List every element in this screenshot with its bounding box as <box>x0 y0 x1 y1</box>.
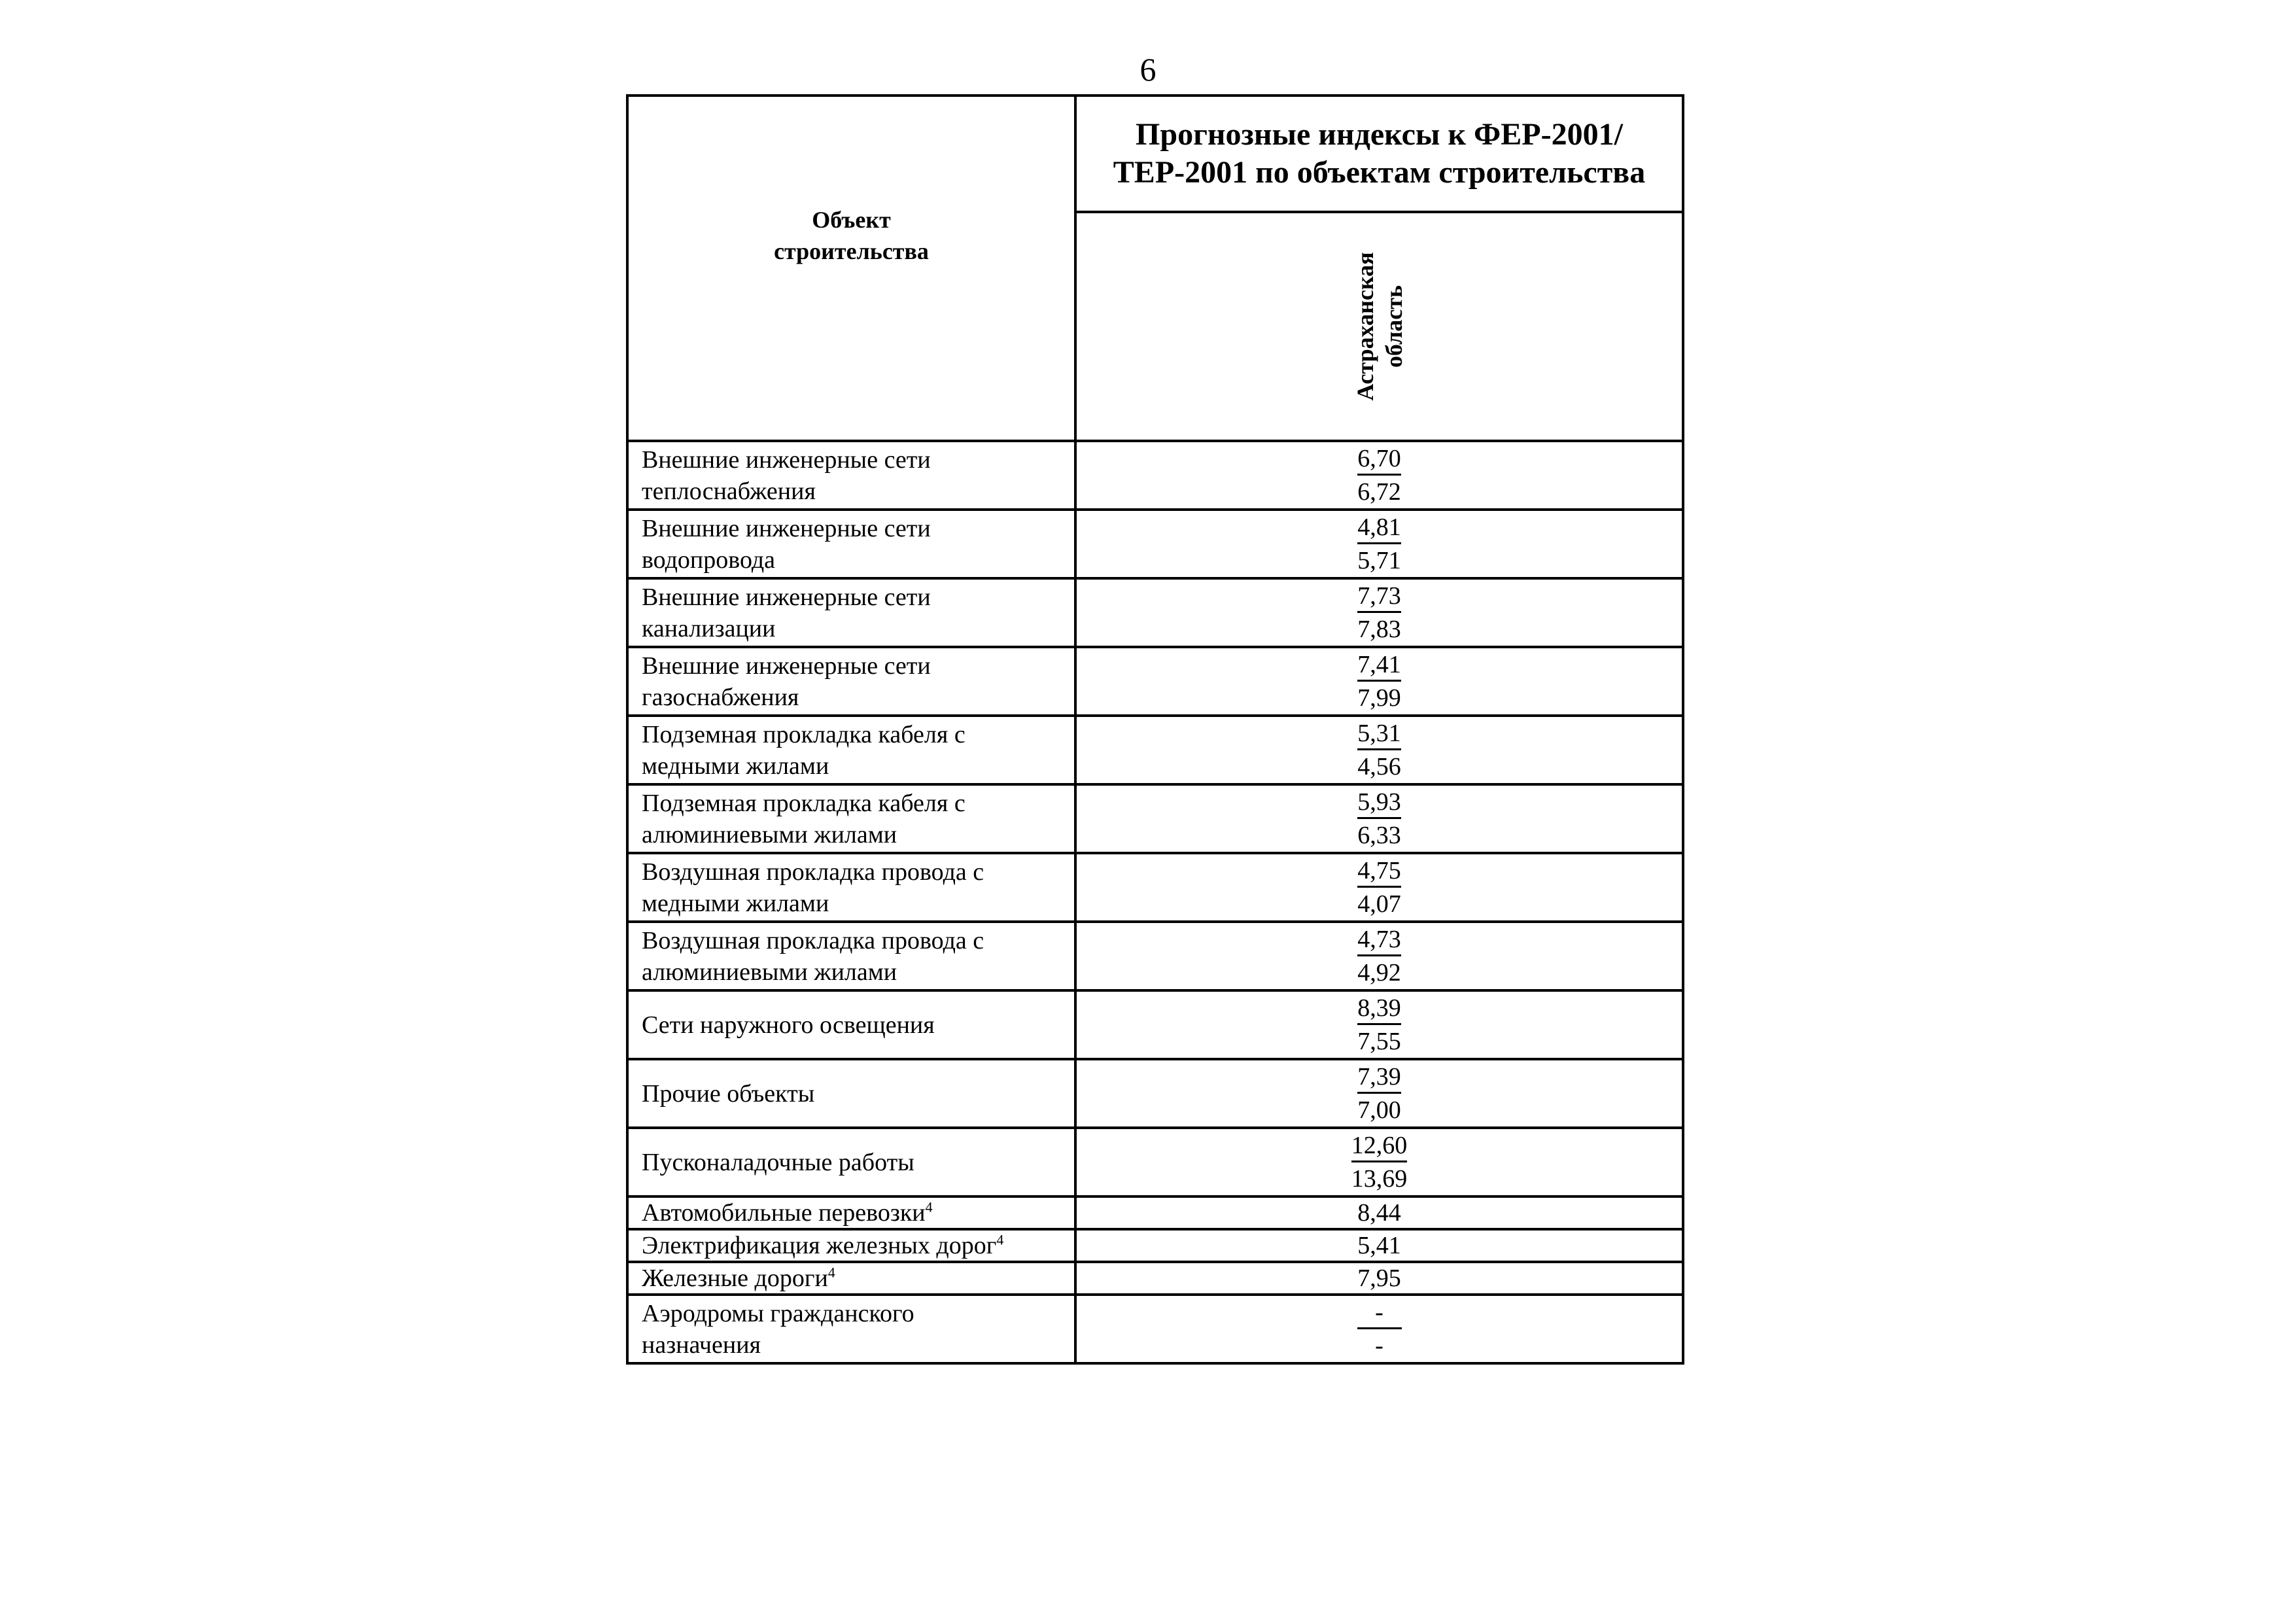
table-row <box>627 441 1683 510</box>
value-bottom: 6,33 <box>1357 822 1401 849</box>
row-name-line: Внешние инженерные сети <box>642 445 931 474</box>
value-top: 7,73 <box>1357 581 1401 613</box>
value-bottom: 4,07 <box>1357 890 1401 918</box>
row-value <box>1075 441 1683 510</box>
row-name-line: Автомобильные перевозки <box>642 1199 926 1227</box>
value-bottom: 7,00 <box>1357 1096 1401 1124</box>
row-name-line: водопровода <box>642 546 776 574</box>
value-bottom: 7,83 <box>1357 616 1401 643</box>
row-name <box>627 1262 1075 1295</box>
header-index-title: Прогнозные индексы к ФЕР-2001/ТЕР-2001 по объектам строительства <box>1075 96 1683 212</box>
row-name <box>627 784 1075 853</box>
row-value <box>1075 716 1683 784</box>
row-name-line: Электрификация железных дорог <box>642 1232 997 1259</box>
value-top: 8,39 <box>1357 993 1401 1025</box>
table-row <box>627 510 1683 578</box>
table-row <box>627 1196 1683 1229</box>
footnote-ref: 4 <box>925 1198 933 1215</box>
row-name-line: канализации <box>642 614 776 642</box>
row-name-line: Воздушная прокладка провода с <box>642 926 984 954</box>
value-top: 6,70 <box>1357 444 1401 476</box>
row-name-line: Внешние инженерные сети <box>642 652 931 680</box>
header-region-line: Астраханская <box>1351 252 1378 401</box>
row-name-line: Воздушная прокладка провода с <box>642 858 984 886</box>
page-number: 6 <box>1139 51 1157 88</box>
table-row <box>627 990 1683 1059</box>
header-object-line: Объект <box>812 207 891 233</box>
table-row <box>627 1128 1683 1196</box>
header-region-line: область <box>1380 285 1407 368</box>
table-row <box>627 647 1683 716</box>
row-value: 8,44 <box>1075 1196 1683 1229</box>
row-value <box>1075 578 1683 647</box>
row-name-line: Пусконаладочные работы <box>642 1148 914 1176</box>
row-value: 5,41 <box>1075 1229 1683 1262</box>
value-top: 5,31 <box>1357 718 1401 750</box>
header-object-line: строительства <box>774 238 929 264</box>
value-top: - <box>1357 1297 1402 1329</box>
value-top: 12,60 <box>1351 1130 1408 1162</box>
row-name-line: Подземная прокладка кабеля с <box>642 720 965 748</box>
value-top: 7,39 <box>1357 1062 1401 1094</box>
row-name-line: Подземная прокладка кабеля с <box>642 789 965 817</box>
table-row <box>627 716 1683 784</box>
row-name <box>627 647 1075 716</box>
table-row <box>627 1229 1683 1262</box>
row-name <box>627 1295 1075 1363</box>
row-value <box>1075 1295 1683 1363</box>
row-name-line: Внешние инженерные сети <box>642 583 931 611</box>
footnote-ref: 4 <box>996 1231 1004 1248</box>
row-name <box>627 1229 1075 1262</box>
header-object <box>627 96 1075 441</box>
row-name-line: газоснабжения <box>642 683 799 711</box>
row-name <box>627 510 1075 578</box>
row-value <box>1075 990 1683 1059</box>
value-bottom: 6,72 <box>1357 478 1401 506</box>
row-name-line: Аэродромы гражданского <box>642 1299 914 1327</box>
table-row <box>627 784 1683 853</box>
row-value <box>1075 510 1683 578</box>
row-name <box>627 1059 1075 1128</box>
table-row <box>627 853 1683 922</box>
row-name <box>627 990 1075 1059</box>
row-name-line: медными жилами <box>642 889 829 917</box>
row-value <box>1075 1128 1683 1196</box>
value-bottom: 7,55 <box>1357 1028 1401 1055</box>
value-top: 7,41 <box>1357 650 1401 682</box>
row-name <box>627 578 1075 647</box>
table-row <box>627 1059 1683 1128</box>
table-row <box>627 1262 1683 1295</box>
value-bottom: 4,56 <box>1357 753 1401 780</box>
value-bottom: 7,99 <box>1357 684 1401 712</box>
value-top: 4,81 <box>1357 512 1401 544</box>
row-name-line: медными жилами <box>642 752 829 780</box>
value-bottom: 5,71 <box>1357 547 1401 574</box>
row-value <box>1075 784 1683 853</box>
row-name-line: теплоснабжения <box>642 477 816 505</box>
row-name-line: Сети наружного освещения <box>642 1011 935 1039</box>
row-name-line: Внешние инженерные сети <box>642 514 931 542</box>
value-top: 4,75 <box>1357 856 1401 888</box>
table-row <box>627 578 1683 647</box>
row-name <box>627 922 1075 990</box>
table-header-row <box>627 96 1683 212</box>
footnote-ref: 4 <box>827 1264 835 1281</box>
value-top: 4,73 <box>1357 924 1401 956</box>
value-bottom: 13,69 <box>1351 1165 1408 1193</box>
value-bottom: - <box>1375 1332 1383 1359</box>
row-name <box>627 1128 1075 1196</box>
row-name <box>627 1196 1075 1229</box>
row-name <box>627 853 1075 922</box>
row-name-line: назначения <box>642 1331 761 1359</box>
row-value <box>1075 853 1683 922</box>
row-name <box>627 716 1075 784</box>
row-value <box>1075 647 1683 716</box>
row-name-line: Железные дороги <box>642 1265 828 1292</box>
row-value <box>1075 922 1683 990</box>
header-region <box>1075 212 1683 441</box>
table-row <box>627 1295 1683 1363</box>
row-name-line: алюминиевыми жилами <box>642 958 897 986</box>
row-value: 7,95 <box>1075 1262 1683 1295</box>
row-name-line: алюминиевыми жилами <box>642 820 897 848</box>
forecast-index-table <box>626 94 1684 1365</box>
value-bottom: 4,92 <box>1357 959 1401 986</box>
row-name <box>627 441 1075 510</box>
table-row <box>627 922 1683 990</box>
row-value <box>1075 1059 1683 1128</box>
row-name-line: Прочие объекты <box>642 1079 815 1108</box>
value-top: 5,93 <box>1357 787 1401 819</box>
